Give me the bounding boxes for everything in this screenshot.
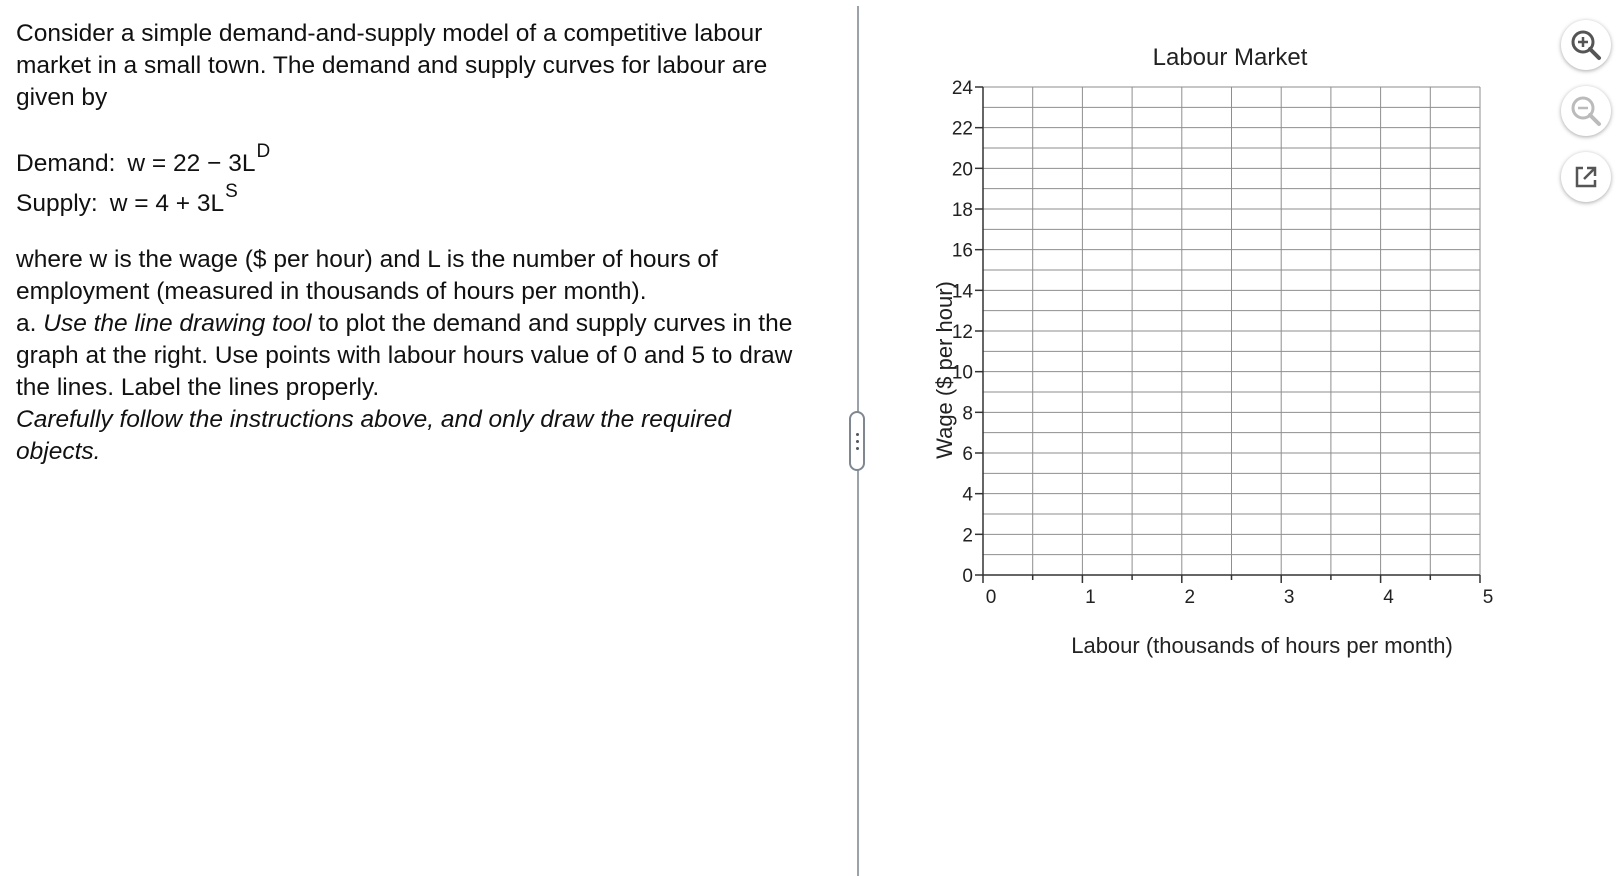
y-tick-label: 0 [962, 566, 973, 587]
y-tick-label: 6 [962, 444, 973, 465]
popout-button[interactable] [1561, 152, 1611, 202]
y-tick-label: 22 [951, 118, 973, 140]
handle-dot [856, 440, 859, 443]
pane-resize-handle[interactable] [849, 411, 865, 471]
y-tick-label: 2 [962, 525, 973, 547]
zoom-in-icon [1569, 28, 1603, 62]
y-tick-label: 10 [951, 362, 973, 384]
part-a-tool-hint: Use the line drawing tool [43, 310, 312, 337]
chart-grid [983, 87, 1480, 575]
y-tick-label: 16 [951, 240, 973, 262]
part-a-prefix: a. [16, 310, 37, 337]
y-tick-label: 12 [951, 322, 973, 343]
y-tick-label: 20 [951, 159, 973, 181]
handle-dot [856, 433, 859, 436]
handle-dot [856, 447, 859, 450]
zoom-out-button[interactable] [1561, 86, 1611, 136]
caution-text: Carefully follow the instructions above, and only draw the required objects. [16, 406, 731, 465]
y-tick-label: 14 [951, 281, 973, 303]
supply-label: Supply: [16, 190, 98, 217]
x-tick-label: 4 [1383, 587, 1394, 608]
question-panel [16, 18, 816, 468]
x-tick-label: 2 [1184, 587, 1196, 608]
chart-axes [975, 87, 1480, 583]
external-link-icon [1571, 162, 1601, 192]
y-axis-label: Wage ($ per hour) [932, 281, 957, 459]
x-tick-label: 1 [1085, 587, 1096, 608]
x-tick-label: 5 [1482, 587, 1494, 608]
y-tick-label: 18 [951, 200, 973, 221]
demand-equation [16, 141, 816, 184]
y-tick-label: 4 [962, 484, 973, 506]
demand-superscript: D [256, 141, 271, 162]
supply-superscript: S [225, 181, 238, 202]
part-a-instructions [16, 308, 816, 404]
x-tick-label: 3 [1283, 587, 1295, 608]
x-axis-label: Labour (thousands of hours per month) [1071, 633, 1453, 658]
y-tick-label: 8 [962, 403, 973, 425]
equations [16, 141, 816, 224]
variable-definition: where w is the wage ($ per hour) and L is the number of hours of employment (measured in thousands of hours per month). [16, 246, 718, 305]
chart-title: Labour Market [1152, 44, 1308, 71]
caution-note [16, 404, 816, 468]
zoom-out-icon [1569, 94, 1603, 128]
labour-market-graph[interactable] [920, 30, 1540, 670]
supply-equation [16, 181, 816, 224]
question-intro: Consider a simple demand-and-supply model of a competitive labour market in a small town. The demand and supply curves for labour are given by [16, 20, 768, 111]
supply-expression: w = 4 + 3L [109, 190, 225, 217]
y-tick-label: 24 [951, 78, 973, 99]
part-a-text: to plot the demand and supply curves in the graph at the right. Use points with labour hours value of 0 and 5 to draw the lines. Label the lines properly. [16, 310, 793, 401]
demand-label: Demand: [16, 150, 116, 177]
x-tick-label: 0 [985, 587, 997, 608]
demand-expression: w = 22 − 3L [127, 150, 256, 177]
zoom-in-button[interactable] [1561, 20, 1611, 70]
